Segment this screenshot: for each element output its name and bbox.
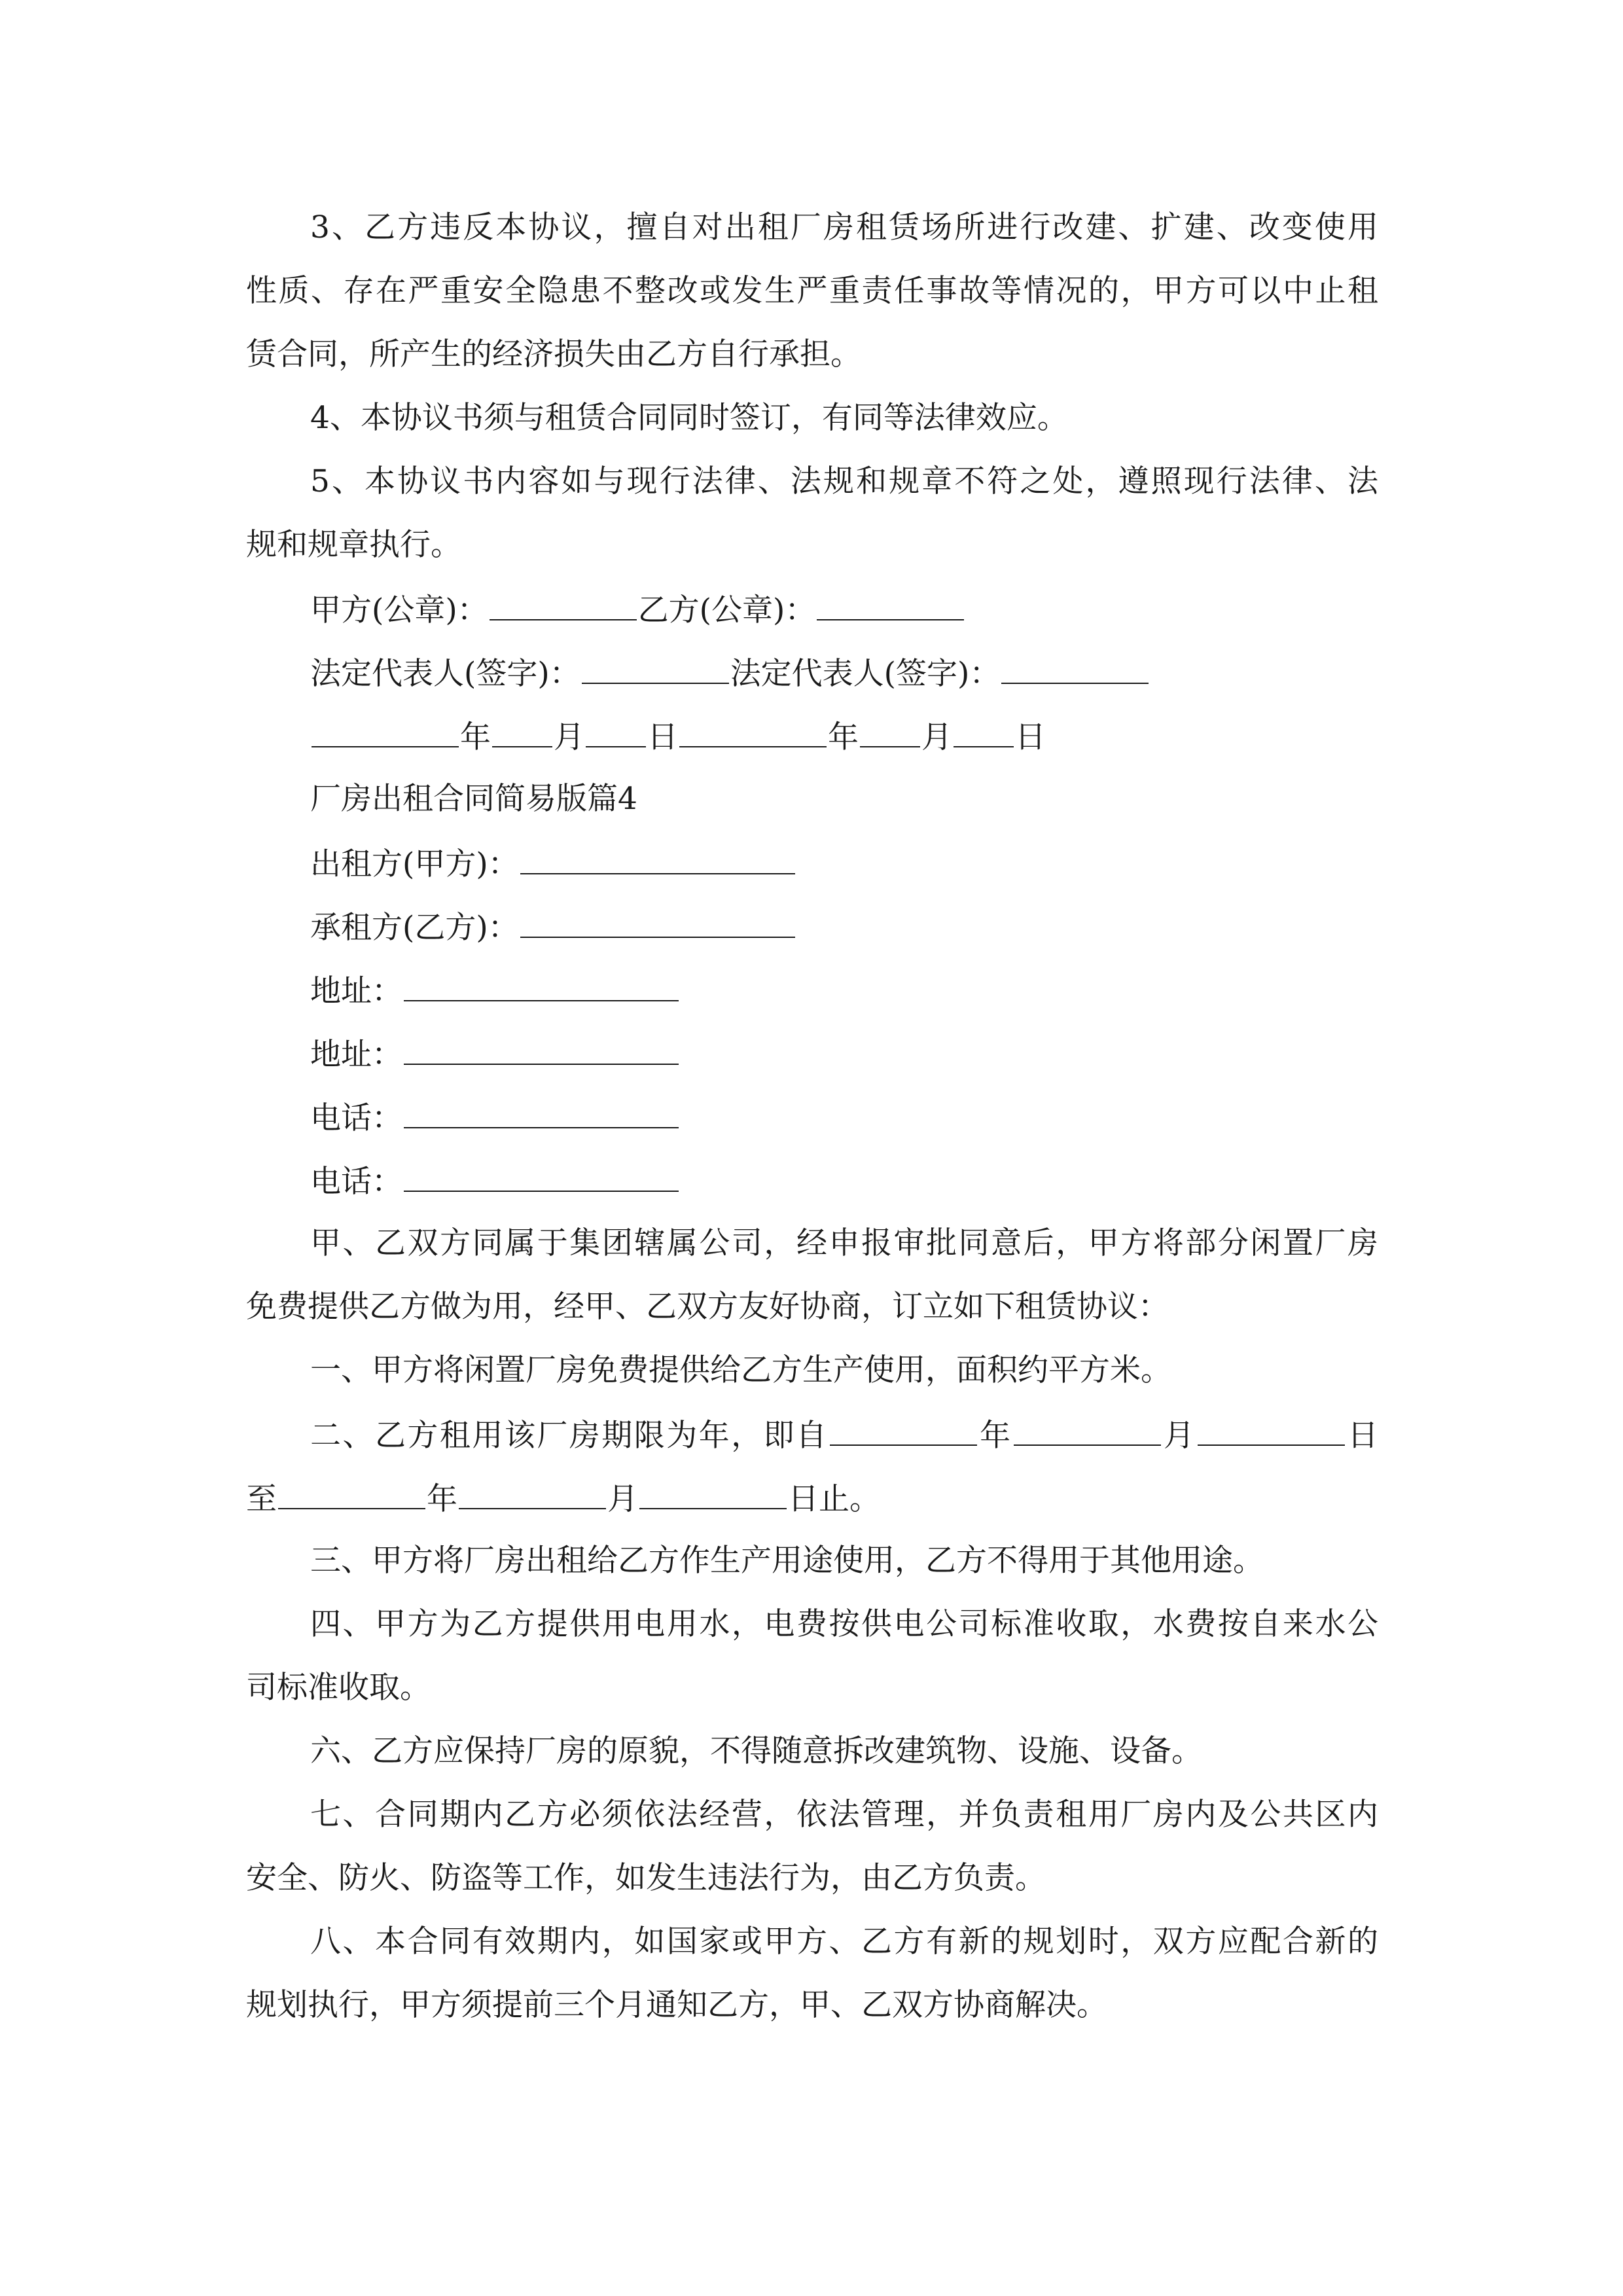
party-a-seal-blank[interactable] (490, 590, 637, 620)
clause1: 一、甲方将闲置厂房免费提供给乙方生产使用，面积约平方米。 (310, 1352, 1171, 1388)
date-a-month: 月 (554, 719, 584, 755)
party-b-seal-blank[interactable] (817, 590, 964, 620)
item3-line1: 3、乙方违反本协议，擅自对出租厂房租赁场所进行改建、扩建、改变使用 (310, 209, 1378, 245)
date-a-year-blank[interactable] (312, 717, 459, 747)
lessee-line (310, 908, 1378, 946)
phone-1-line (310, 1098, 1378, 1137)
clause8-line2: 规划执行，甲方须提前三个月通知乙方，甲、乙双方协商解决。 (246, 1987, 1107, 2023)
clause2-end-year: 年 (427, 1481, 457, 1517)
legal-rep-b-blank[interactable] (1001, 654, 1149, 684)
lessee-blank[interactable] (520, 908, 795, 938)
clause7-line1: 七、合同期内乙方必须依法经营，依法管理，并负责租用厂房内及公共区内 (310, 1797, 1378, 1833)
clause2-prefix: 二、乙方租用该厂房期限为年，即自 (310, 1418, 829, 1454)
clause2-end-day-blank[interactable] (639, 1479, 787, 1509)
address-2-label: 地址： (310, 1037, 402, 1073)
clause8-line1: 八、本合同有效期内，如国家或甲方、乙方有新的规划时，双方应配合新的 (310, 1924, 1378, 1960)
date-b-month: 月 (921, 719, 952, 755)
lessor-line (310, 844, 1378, 883)
clause2-to: 至 (246, 1481, 277, 1517)
item4: 4、本协议书须与租赁合同同时签订，有同等法律效应。 (310, 400, 1068, 436)
clause2-start-day: 日 (1346, 1418, 1379, 1454)
date-b-day-blank[interactable] (954, 717, 1014, 747)
lessee-label: 承租方(乙方)： (310, 910, 519, 946)
clause6: 六、乙方应保持厂房的原貌，不得随意拆改建筑物、设施、设备。 (310, 1733, 1202, 1769)
party-b-seal-label: 乙方(公章)： (637, 592, 816, 628)
clause2-line2 (246, 1479, 1378, 1518)
clause7-line2: 安全、防火、防盗等工作，如发生违法行为，由乙方负责。 (246, 1860, 1046, 1896)
clause3: 三、甲方将厂房出租给乙方作生产用途使用，乙方不得用于其他用途。 (310, 1543, 1264, 1579)
lessor-label: 出租方(甲方)： (310, 846, 519, 882)
address-1-line (310, 971, 1378, 1010)
legal-rep-a-label: 法定代表人(签字)： (310, 656, 580, 692)
address-1-blank[interactable] (404, 971, 679, 1001)
clause2-line1 (310, 1416, 1378, 1454)
date-a-day-blank[interactable] (586, 717, 646, 747)
preamble-line1: 甲、乙双方同属于集团辖属公司，经申报审批同意后，甲方将部分闲置厂房 (310, 1225, 1378, 1261)
clause2-start-month-blank[interactable] (1014, 1416, 1161, 1446)
address-2-line (310, 1035, 1378, 1073)
signature-date-line (310, 717, 1378, 756)
lessor-blank[interactable] (520, 844, 795, 874)
party-a-seal-label: 甲方(公章)： (310, 592, 488, 628)
legal-rep-b-label: 法定代表人(签字)： (730, 656, 1001, 692)
item3-line3: 赁合同，所产生的经济损失由乙方自行承担。 (246, 336, 861, 372)
clause2-start-day-blank[interactable] (1198, 1416, 1345, 1446)
date-a-month-blank[interactable] (492, 717, 552, 747)
clause2-end-month: 月 (607, 1481, 638, 1517)
date-b-month-blank[interactable] (860, 717, 920, 747)
clause2-end-year-blank[interactable] (278, 1479, 425, 1509)
date-b-year: 年 (828, 719, 859, 755)
clause4-line1: 四、甲方为乙方提供用电用水，电费按供电公司标准收取，水费按自来水公 (310, 1606, 1378, 1642)
phone-1-label: 电话： (310, 1100, 402, 1136)
clause2-start-year: 年 (978, 1418, 1012, 1454)
item5-line2: 规和规章执行。 (246, 527, 461, 563)
legal-rep-a-blank[interactable] (582, 654, 729, 684)
address-2-blank[interactable] (404, 1035, 679, 1065)
clause2-start-year-blank[interactable] (830, 1416, 977, 1446)
clause2-start-month: 月 (1162, 1418, 1196, 1454)
clause2-end-month-blank[interactable] (459, 1479, 606, 1509)
date-a-day: 日 (647, 719, 678, 755)
phone-2-label: 电话： (310, 1164, 402, 1200)
phone-1-blank[interactable] (404, 1098, 679, 1128)
preamble-line2: 免费提供乙方做为用，经甲、乙双方友好协商，订立如下租赁协议： (246, 1289, 1169, 1325)
item5-line1: 5、本协议书内容如与现行法律、法规和规章不符之处，遵照现行法律、法 (310, 463, 1378, 499)
section-title: 厂房出租合同简易版篇4 (310, 781, 637, 817)
legal-rep-line (310, 654, 1378, 692)
phone-2-line (310, 1162, 1378, 1200)
date-b-day: 日 (1015, 719, 1046, 755)
date-b-year-blank[interactable] (679, 717, 827, 747)
clause4-line2: 司标准收取。 (246, 1670, 431, 1706)
date-a-year: 年 (460, 719, 491, 755)
item3-line2: 性质、存在严重安全隐患不整改或发生严重责任事故等情况的，甲方可以中止租 (246, 273, 1378, 309)
address-1-label: 地址： (310, 973, 402, 1009)
seal-line (310, 590, 1378, 629)
clause2-end: 日止。 (788, 1481, 880, 1517)
phone-2-blank[interactable] (404, 1162, 679, 1192)
